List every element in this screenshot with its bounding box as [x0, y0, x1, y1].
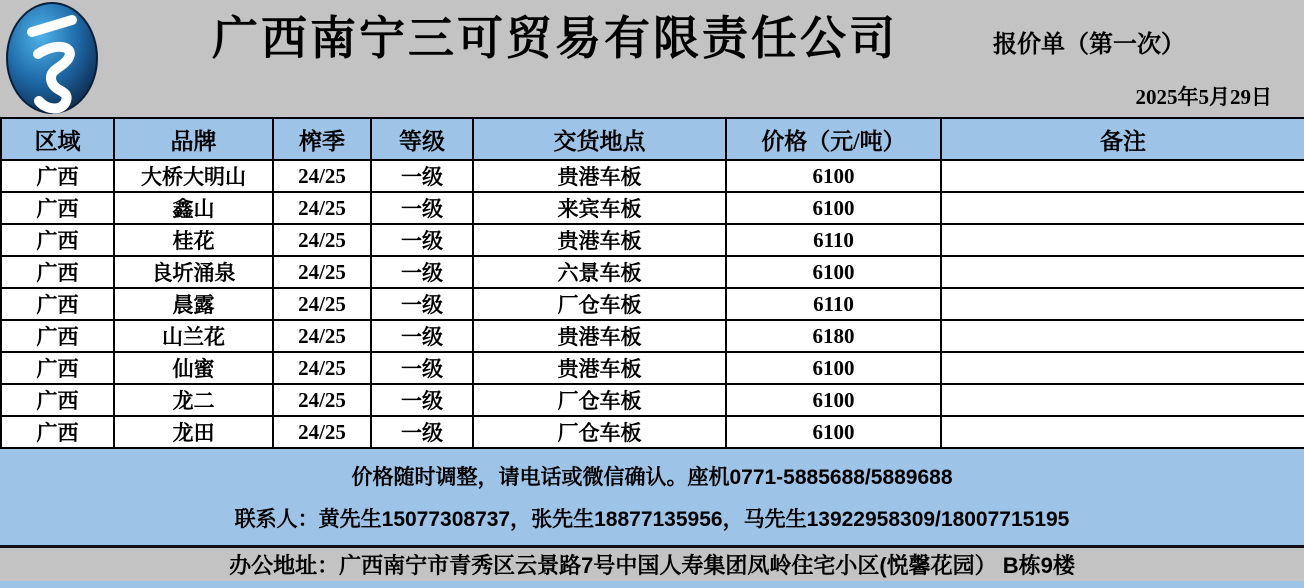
- cell-region: 广西: [1, 192, 114, 224]
- table-row: [1, 352, 1304, 384]
- cell-note: [941, 224, 1304, 256]
- cell-grade: 一级: [371, 224, 473, 256]
- cell-note: [941, 416, 1304, 448]
- cell-note: [941, 384, 1304, 416]
- cell-season: 24/25: [273, 160, 371, 192]
- cell-season: 24/25: [273, 320, 371, 352]
- cell-season: 24/25: [273, 352, 371, 384]
- cell-brand: 山兰花: [114, 320, 273, 352]
- cell-brand: 大桥大明山: [114, 160, 273, 192]
- cell-location: 贵港车板: [473, 224, 726, 256]
- cell-grade: 一级: [371, 160, 473, 192]
- cell-price: 6100: [726, 160, 941, 192]
- cell-location: 厂仓车板: [473, 384, 726, 416]
- cell-brand: 晨露: [114, 288, 273, 320]
- column-header-location: 交货地点: [473, 118, 726, 160]
- table-row: [1, 416, 1304, 448]
- table-row: [1, 320, 1304, 352]
- price-adjust-notice: 价格随时调整，请电话或微信确认。座机0771-5885688/5889688: [351, 466, 953, 489]
- cell-price: 6110: [726, 288, 941, 320]
- column-header-season: 榨季: [273, 118, 371, 160]
- contacts-line: 联系人：黄先生15077308737，张先生18877135956，马先生13922958309/18007715195: [234, 508, 1070, 531]
- cell-grade: 一级: [371, 384, 473, 416]
- table-header-row: [1, 118, 1304, 160]
- bottom-blue-strip: [0, 581, 1304, 588]
- cell-region: 广西: [1, 160, 114, 192]
- company-logo-icon: [6, 2, 98, 115]
- cell-price: 6100: [726, 192, 941, 224]
- cell-price: 6100: [726, 384, 941, 416]
- cell-season: 24/25: [273, 224, 371, 256]
- table-row: [1, 256, 1304, 288]
- cell-brand: 桂花: [114, 224, 273, 256]
- cell-location: 贵港车板: [473, 320, 726, 352]
- cell-grade: 一级: [371, 416, 473, 448]
- cell-season: 24/25: [273, 256, 371, 288]
- table-row: [1, 384, 1304, 416]
- cell-grade: 一级: [371, 288, 473, 320]
- column-header-note: 备注: [941, 118, 1304, 160]
- cell-season: 24/25: [273, 416, 371, 448]
- cell-price: 6110: [726, 224, 941, 256]
- cell-grade: 一级: [371, 256, 473, 288]
- cell-season: 24/25: [273, 288, 371, 320]
- table-row: [1, 160, 1304, 192]
- cell-note: [941, 192, 1304, 224]
- table-row: [1, 288, 1304, 320]
- column-header-brand: 品牌: [114, 118, 273, 160]
- cell-location: 厂仓车板: [473, 416, 726, 448]
- cell-location: 贵港车板: [473, 352, 726, 384]
- cell-region: 广西: [1, 384, 114, 416]
- column-header-price: 价格（元/吨）: [726, 118, 941, 160]
- cell-brand: 仙蜜: [114, 352, 273, 384]
- cell-grade: 一级: [371, 192, 473, 224]
- table-row: [1, 224, 1304, 256]
- cell-brand: 良圻涌泉: [114, 256, 273, 288]
- cell-note: [941, 288, 1304, 320]
- cell-grade: 一级: [371, 352, 473, 384]
- cell-grade: 一级: [371, 320, 473, 352]
- cell-location: 厂仓车板: [473, 288, 726, 320]
- cell-price: 6180: [726, 320, 941, 352]
- quote-date: 2025年5月29日: [1135, 85, 1272, 109]
- cell-brand: 鑫山: [114, 192, 273, 224]
- cell-note: [941, 256, 1304, 288]
- column-header-region: 区域: [1, 118, 114, 160]
- cell-price: 6100: [726, 416, 941, 448]
- cell-note: [941, 320, 1304, 352]
- office-address: 办公地址：广西南宁市青秀区云景路7号中国人寿集团凤岭住宅小区(悦馨花园） B栋9楼: [229, 553, 1075, 578]
- header-band: [0, 0, 1304, 117]
- price-table: [0, 117, 1304, 449]
- cell-region: 广西: [1, 224, 114, 256]
- cell-location: 贵港车板: [473, 160, 726, 192]
- address-bar: [0, 548, 1304, 581]
- cell-price: 6100: [726, 352, 941, 384]
- cell-note: [941, 160, 1304, 192]
- column-header-grade: 等级: [371, 118, 473, 160]
- cell-brand: 龙二: [114, 384, 273, 416]
- notes-section: [0, 449, 1304, 545]
- cell-region: 广西: [1, 288, 114, 320]
- cell-location: 来宾车板: [473, 192, 726, 224]
- cell-note: [941, 352, 1304, 384]
- cell-brand: 龙田: [114, 416, 273, 448]
- cell-region: 广西: [1, 416, 114, 448]
- cell-region: 广西: [1, 320, 114, 352]
- cell-price: 6100: [726, 256, 941, 288]
- cell-season: 24/25: [273, 192, 371, 224]
- table-row: [1, 192, 1304, 224]
- cell-region: 广西: [1, 256, 114, 288]
- cell-season: 24/25: [273, 384, 371, 416]
- cell-location: 六景车板: [473, 256, 726, 288]
- quote-sheet-label: 报价单（第一次）: [993, 31, 1185, 58]
- company-name: 广西南宁三可贸易有限责任公司: [212, 12, 898, 64]
- cell-region: 广西: [1, 352, 114, 384]
